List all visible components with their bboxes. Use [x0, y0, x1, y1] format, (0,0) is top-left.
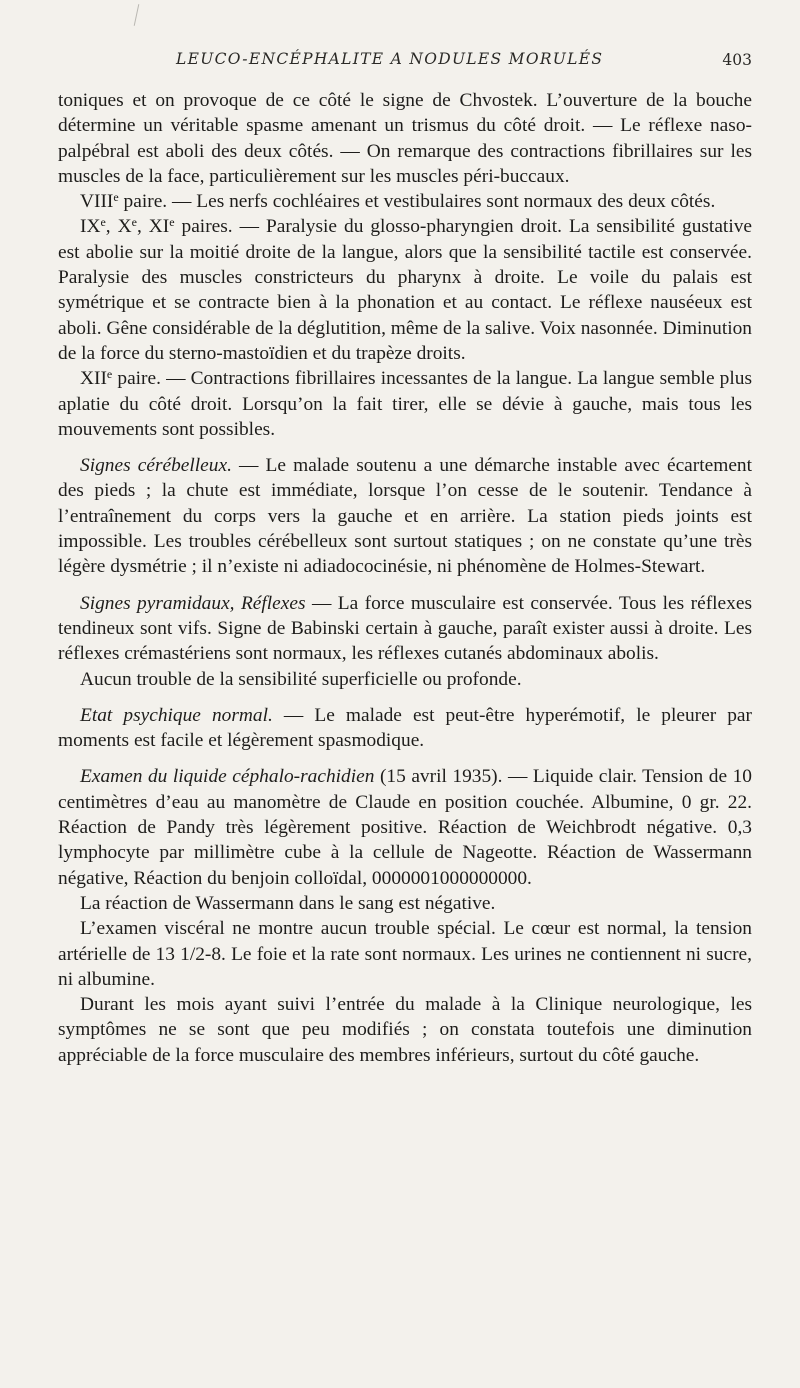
paragraph-continuation: [58, 88, 752, 189]
section-lead-italic: Examen du liquide céphalo-rachidien: [80, 766, 375, 788]
paragraph-text: La réaction de Wassermann dans le sang est négative.: [80, 892, 496, 914]
body-text: [58, 88, 752, 1068]
paragraph-text: — Le malade soutenu a une démarche instable avec écartement des pieds ; la chute est immédiate, lorsque l’on cesse de le soutenir. Tendance à l’entraînement du corps vers la gauche et en arrière. La station pieds joints est impossible. Les troubles cérébelleux sont surtout statiques ; on ne constate qu’une très légère dysmétrie ; il n’existe ni adiadococinésie, ni phénomène de Holmes-Stewart.: [58, 455, 753, 578]
section-lead-italic: Signes cérébelleux.: [80, 455, 232, 477]
paragraph-sensibility: [58, 667, 752, 692]
margin-pencil-mark: [134, 4, 140, 26]
ordinal-superscript: e: [100, 215, 106, 230]
paragraph-text: paire. — Contractions fibrillaires incessantes de la langue. La langue semble plus aplatie du côté droit. Lorsqu’on la fait tirer, elle se dévie à gauche, mais tous les mouvements sont possibles.: [58, 368, 752, 440]
ordinal-superscript: e: [131, 215, 137, 230]
ordinal-superscript: e: [113, 190, 119, 205]
section-lead-italic: Signes pyramidaux, Réflexes: [80, 592, 306, 614]
paragraph-viii-nerve: [58, 189, 752, 214]
section-lead-italic: Etat psychique normal.: [80, 704, 273, 726]
paragraph-xii-nerve: [58, 366, 752, 442]
paragraph-csf-exam: [58, 764, 752, 890]
paragraph-ix-x-xi-nerves: [58, 214, 752, 366]
paragraph-text: L’examen viscéral ne montre aucun trouble spécial. Le cœur est normal, la tension artérielle de 13 1/2-8. Le foie et la rate sont normaux. Les urines ne contiennent ni sucre, ni albumine.: [58, 918, 752, 990]
paragraph-text: — Le malade est peut-être hyperémotif, le pleurer par moments est facile et légèrement spasmodique.: [58, 704, 752, 752]
paragraph-text: Durant les mois ayant suivi l’entrée du malade à la Clinique neurologique, les symptômes ne se sont que peu modifiés ; on constata toutefois une diminution appréciable de la force musculaire des membres inférieurs, surtout du côté gauche.: [58, 994, 752, 1066]
paragraph-text: toniques et on provoque de ce côté le signe de Chvostek. L’ouverture de la bouche détermine un véritable spasme amenant un trismus du côté droit. — Le réflexe naso-palpébral est aboli des deux côtés. — On remarque des contractions fibrillaires sur les muscles de la face, particulièrement sur les muscles péri-buccaux.: [58, 90, 752, 187]
ordinal-superscript: e: [106, 367, 113, 382]
nerve-numeral: VIII: [80, 191, 114, 213]
page-number: 403: [722, 51, 752, 69]
paragraph-blood-wassermann: [58, 891, 752, 916]
nerve-numeral: XII: [80, 368, 107, 390]
nerve-numeral: , XI: [136, 216, 170, 238]
running-head: [58, 50, 752, 74]
paragraph-text: paire. — Les nerfs cochléaires et vestibulaires sont normaux des deux côtés.: [118, 191, 716, 213]
nerve-numeral: IX: [80, 216, 101, 238]
paragraph-text: Aucun trouble de la sensibilité superficielle ou profonde.: [80, 668, 522, 690]
paragraph-cerebellar-signs: [58, 453, 752, 579]
paragraph-pyramidal-signs: [58, 591, 752, 667]
nerve-numeral: , X: [105, 216, 132, 238]
paragraph-visceral-exam: [58, 916, 752, 992]
paragraph-text: (15 avril 1935). — Liquide clair. Tension de 10 centimètres d’eau au manomètre de Claude en position couchée. Albumine, 0 gr. 22. Réaction de Pandy très légèrement positive. Réaction de Weichbrodt négative. 0,3 lymphocyte par millimètre cube à la cellule de Nageotte. Réaction de Wassermann négative, Réaction du benjoin colloïdal, 0000001000000000.: [58, 766, 752, 889]
paragraph-text: — La force musculaire est conservée. Tous les réflexes tendineux sont vifs. Signe de Babinski certain à gauche, paraît exister aussi à droite. Les réflexes crémastériens sont normaux, les réflexes cutanés abdominaux abolis.: [58, 592, 752, 665]
paragraph-text: paires. — Paralysie du glosso-pharyngien droit. La sensibilité gustative est abolie sur la moitié droite de la langue, alors que la sensibilité tactile est conservée. Paralysie des muscles constricteurs du pharynx à droite. Le voile du palais est symétrique et se contracte bien à la phonation et au contact. Le réflexe nauséeux est aboli. Gêne considérable de la déglutition, même de la salive. Voix nasonnée. Diminution de la force du sterno-mastoïdien et du trapèze droits.: [58, 216, 753, 364]
running-title: LEUCO-ENCÉPHALITE A NODULES MORULÉS: [176, 50, 604, 68]
ordinal-superscript: e: [169, 215, 175, 230]
paragraph-psychic-state: [58, 703, 752, 754]
paragraph-evolution: [58, 992, 752, 1068]
